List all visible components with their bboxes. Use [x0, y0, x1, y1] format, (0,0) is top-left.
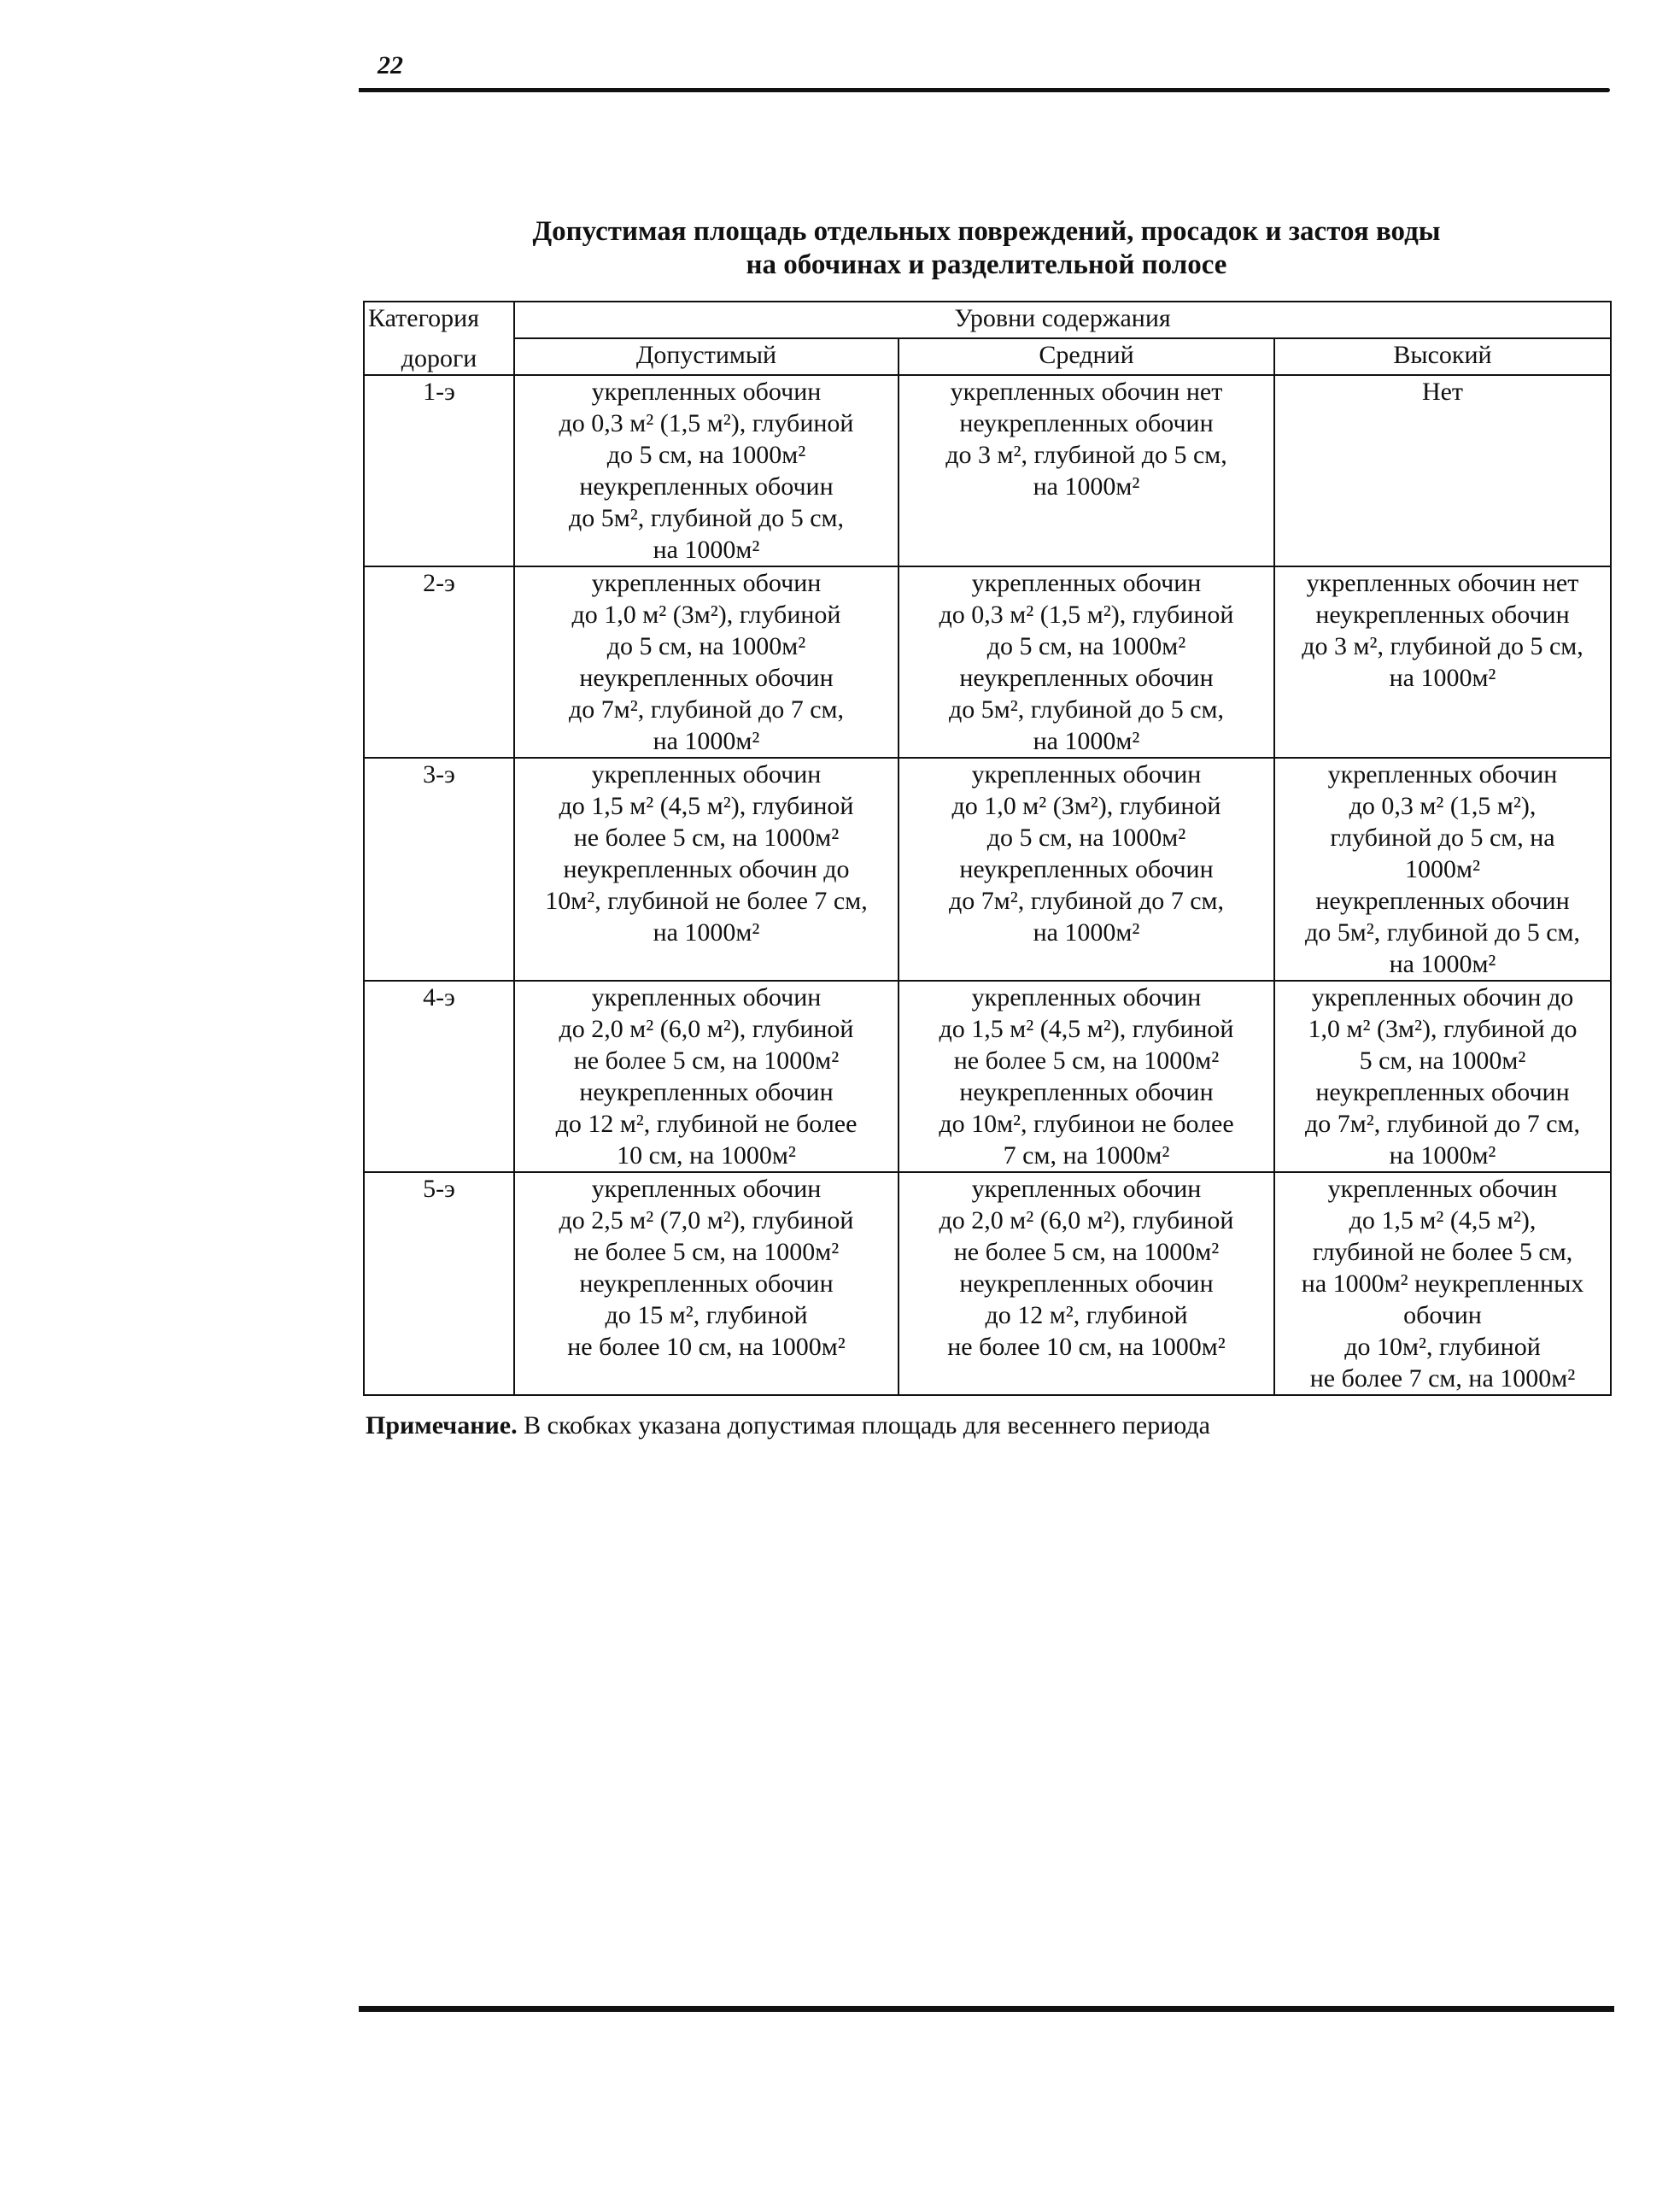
page-number: 22 [378, 51, 403, 79]
table-title-line-2: на обочинах и разделительной полосе [746, 249, 1227, 280]
table-row [364, 981, 1611, 1172]
category-cell: 1-э [364, 375, 514, 566]
acceptable-cell: укрепленных обочин до 1,5 м² (4,5 м²), глубиной не более 5 см, на 1000м² неукрепленных обочин до 10м², глубиной не более 7 см, на 1000м² [514, 758, 899, 981]
category-cell: 5-э [364, 1172, 514, 1395]
note-label: Примечание. [366, 1411, 518, 1440]
medium-cell: укрепленных обочин до 1,0 м² (3м²), глубиной до 5 см, на 1000м² неукрепленных обочин до 7м², глубиной до 7 см, на 1000м² [899, 758, 1274, 981]
category-header-line-1: Категория [368, 304, 479, 332]
column-header-acceptable: Допустимый [514, 338, 899, 375]
category-cell: 4-э [364, 981, 514, 1172]
table-header-row-2 [364, 338, 1611, 375]
acceptable-cell: укрепленных обочин до 2,0 м² (6,0 м²), глубиной не более 5 см, на 1000м² неукрепленных обочин до 12 м², глубиной не более 10 см, на 1000м² [514, 981, 899, 1172]
table-header-row-1 [364, 302, 1611, 338]
table-title [363, 215, 1610, 282]
medium-cell: укрепленных обочин до 1,5 м² (4,5 м²), глубиной не более 5 см, на 1000м² неукрепленных обочин до 10м², глубинои не более 7 см, на 1000м² [899, 981, 1274, 1172]
category-cell: 3-э [364, 758, 514, 981]
levels-header: Уровни содержания [514, 302, 1611, 338]
high-cell: укрепленных обочин до 0,3 м² (1,5 м²), глубиной до 5 см, на 1000м² неукрепленных обочин до 5м², глубиной до 5 см, на 1000м² [1274, 758, 1611, 981]
table-note [366, 1411, 1210, 1440]
damage-area-table [363, 301, 1612, 1396]
category-cell: 2-э [364, 566, 514, 758]
high-cell: укрепленных обочин до 1,0 м² (3м²), глубиной до 5 см, на 1000м² неукрепленных обочин до 7м², глубиной до 7 см, на 1000м² [1274, 981, 1611, 1172]
column-header-medium: Средний [899, 338, 1274, 375]
column-header-high: Высокий [1274, 338, 1611, 375]
table-row [364, 1172, 1611, 1395]
medium-cell: укрепленных обочин до 0,3 м² (1,5 м²), глубиной до 5 см, на 1000м² неукрепленных обочин до 5м², глубиной до 5 см, на 1000м² [899, 566, 1274, 758]
acceptable-cell: укрепленных обочин до 2,5 м² (7,0 м²), глубиной не более 5 см, на 1000м² неукрепленных обочин до 15 м², глубиной не более 10 см, на 1000м² [514, 1172, 899, 1395]
table-row [364, 758, 1611, 981]
table-row [364, 566, 1611, 758]
acceptable-cell: укрепленных обочин до 1,0 м² (3м²), глубиной до 5 см, на 1000м² неукрепленных обочин до 7м², глубиной до 7 см, на 1000м² [514, 566, 899, 758]
high-cell: укрепленных обочин до 1,5 м² (4,5 м²), глубиной не более 5 см, на 1000м² неукрепленных обочин до 10м², глубиной не более 7 см, на 1000м² [1274, 1172, 1611, 1395]
medium-cell: укрепленных обочин нет неукрепленных обочин до 3 м², глубиной до 5 см, на 1000м² [899, 375, 1274, 566]
medium-cell: укрепленных обочин до 2,0 м² (6,0 м²), глубиной не более 5 см, на 1000м² неукрепленных обочин до 12 м², глубиной не более 10 см, на 1000м² [899, 1172, 1274, 1395]
table-title-line-1: Допустимая площадь отдельных повреждений, просадок и застоя воды [532, 216, 1441, 247]
footer-rule [359, 2006, 1614, 2012]
acceptable-cell: укрепленных обочин до 0,3 м² (1,5 м²), глубиной до 5 см, на 1000м² неукрепленных обочин до 5м², глубиной до 5 см, на 1000м² [514, 375, 899, 566]
category-header-cell [364, 302, 514, 375]
header-rule [359, 88, 1610, 92]
table-row [364, 375, 1611, 566]
high-cell: укрепленных обочин нет неукрепленных обочин до 3 м², глубиной до 5 см, на 1000м² [1274, 566, 1611, 758]
high-cell: Нет [1274, 375, 1611, 566]
category-header-line-2: дороги [401, 344, 477, 372]
note-text: В скобках указана допустимая площадь для весеннего периода [517, 1411, 1210, 1440]
